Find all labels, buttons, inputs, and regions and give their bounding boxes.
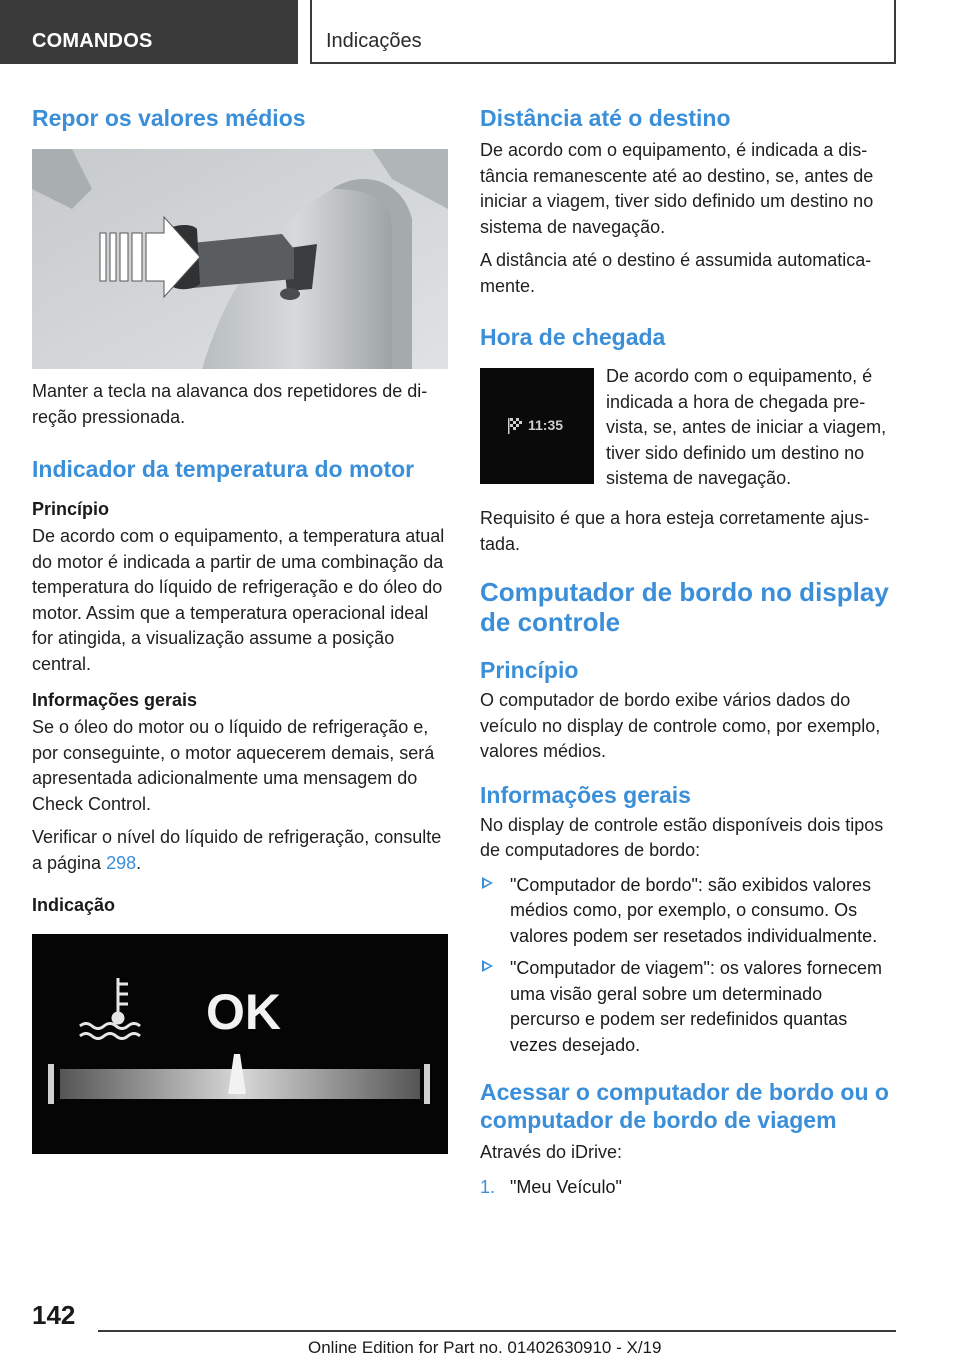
onboard-computer-heading: Computador de bordo no display de controle — [480, 577, 889, 637]
header-chapter-label: Indicações — [326, 30, 422, 52]
step-text: "Meu Veículo" — [510, 1176, 622, 1197]
general-info-label: Informações gerais — [32, 690, 198, 710]
destination-flag-icon — [508, 418, 522, 434]
general-info-text-right: No display de controle estão disponíveis dois tipos de computadores de bordo: — [480, 814, 884, 860]
general-info-heading: Informações gerais — [480, 781, 691, 808]
engine-temp-heading: Indicador da temperatura do motor — [32, 456, 415, 482]
distance-text-2: A distância até o destino é assumida automaticamente. — [480, 250, 872, 296]
left-column — [32, 100, 448, 1154]
general-info-text: Se o óleo do motor ou o líquido de refrigeração e, por conseguinte, o motor aquecerem demais, será apresentada adicionalmente uma mensagem do Check Control. — [32, 717, 435, 814]
footer-divider — [98, 1330, 896, 1332]
arrival-heading: Hora de chegada — [480, 324, 666, 350]
distance-text-1: De acordo com o equipamento, é indicada a distância remanescente até ao destino, se, antes de iniciar a viagem, tiver sido definido um destino no sistema de navegação. — [480, 140, 874, 237]
list-item: "Computador de bordo": são exibidos valores médios como, por exemplo, o consumo. Os valores podem ser resetados individualmente. — [480, 873, 896, 950]
display-label: Indicação — [32, 895, 116, 915]
requirement-text: Requisito é que a hora esteja corretamente ajustada. — [480, 508, 870, 554]
principle-heading: Princípio — [480, 657, 579, 683]
right-column — [480, 100, 896, 1200]
via-idrive-text: Através do iDrive: — [480, 1142, 623, 1162]
header-section-tab — [0, 0, 298, 64]
page-number: 142 — [32, 1300, 76, 1330]
header-chapter-tab — [310, 0, 896, 64]
check-coolant-text: Verificar o nível do líquido de refrigeração, consulte a página 298. — [32, 827, 442, 873]
list-item: "Computador de viagem": os valores fornecem uma visão geral sobre um determinado percurso e podem ser redefinidos quantas vezes desejado. — [480, 956, 896, 1058]
bullet-triangle-icon — [482, 960, 493, 972]
arrival-block — [480, 364, 896, 488]
arrival-time-display-image — [480, 368, 594, 484]
gauge-ok-text: OK — [206, 984, 281, 1040]
avg-reset-text: Manter a tecla na alavanca dos repetidores de direção pressionada. — [32, 381, 428, 427]
footer-edition: Online Edition for Part no. 01402630910 - X/19 — [308, 1338, 662, 1357]
principle-label: Princípio — [32, 499, 110, 519]
arrival-text: De acordo com o equipamento, é indicada a hora de chegada prevista, se, antes de iniciar a viagem, tiver sido definido um destino no sistema de navegação. — [606, 366, 887, 488]
distance-heading: Distância até o destino — [480, 105, 731, 131]
coolant-temperature-gauge-image — [32, 934, 448, 1154]
arrival-time-text: 11:35 — [528, 417, 564, 433]
principle-text-right: O computador de bordo exibe vários dados do veículo no display de controle como, por exemplo, valores médios. — [480, 690, 881, 761]
header-section-label: COMANDOS — [32, 30, 153, 52]
page-reference-link[interactable]: 298 — [106, 852, 137, 873]
access-computer-heading: Acessar o computador de bordo ou o computador de bordo de viagem — [480, 1079, 889, 1133]
step-number: 1. — [480, 1176, 496, 1197]
avg-reset-heading: Repor os valores médios — [32, 105, 306, 131]
turn-signal-lever-image — [32, 149, 448, 369]
principle-text: De acordo com o equipamento, a temperatura atual do motor é indicada a partir de uma combinação da temperatura do líquido de refrigeração e do óleo do motor. Assim que a temperatura operacional ideal for atingida, a visualização assume a posição central. — [32, 526, 445, 674]
bullet-triangle-icon — [482, 877, 493, 889]
step-item — [480, 1175, 896, 1201]
